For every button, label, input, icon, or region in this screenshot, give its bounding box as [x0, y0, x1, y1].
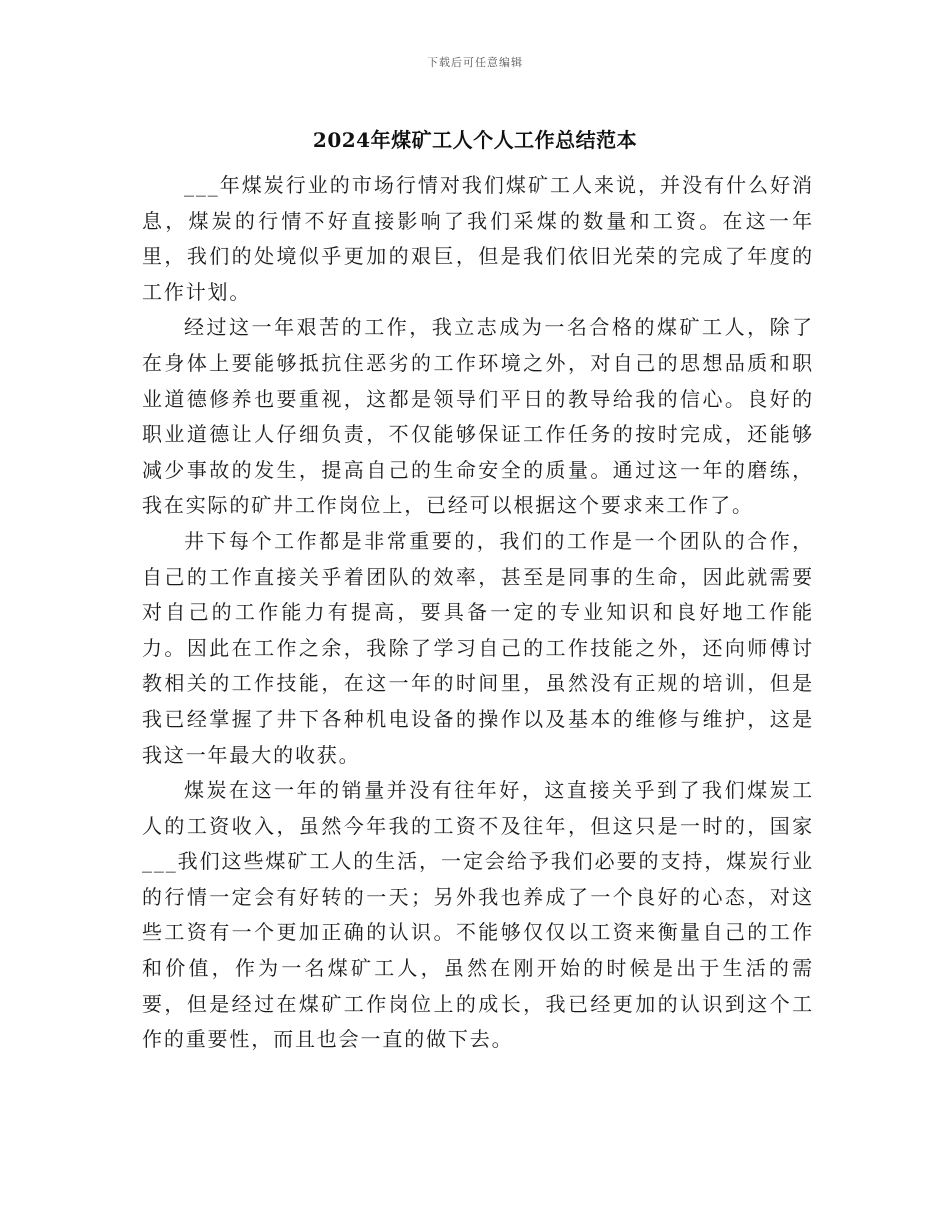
- page-header-note: 下载后可任意编辑: [427, 56, 523, 69]
- body-paragraph-4: 煤炭在这一年的销量并没有往年好，这直接关乎到了我们煤炭工人的工资收入，虽然今年我的工资不及往年，但这只是一时的，国家___我们这些煤矿工人的生活，一定会给予我们必要的支持，煤炭行业的行情一定会有好转的一天；另外我也养成了一个良好的心态，对这些工资有一个更加正确的认识。不能够仅仅以工资来衡量自己的工作和价值，作为一名煤矿工人，虽然在刚开始的时候是出于生活的需要，但是经过在煤矿工作岗位上的成长，我已经更加的认识到这个工作的重要性，而且也会一直的做下去。: [142, 778, 814, 1052]
- body-paragraph-2: 经过这一年艰苦的工作，我立志成为一名合格的煤矿工人，除了在身体上要能够抵抗住恶劣的工作环境之外，对自己的思想品质和职业道德修养也要重视，这都是领导们平日的教导给我的信心。良好的职业道德让人仔细负责，不仅能够保证工作任务的按时完成，还能够减少事故的发生，提高自己的生命安全的质量。通过这一年的磨练，我在实际的矿井工作岗位上，已经可以根据这个要求来工作了。: [142, 315, 814, 518]
- document-body: [142, 168, 814, 1058]
- body-paragraph-1: ___年煤炭行业的市场行情对我们煤矿工人来说，并没有什么好消息，煤炭的行情不好直接影响了我们采煤的数量和工资。在这一年里，我们的处境似乎更加的艰巨，但是我们依旧光荣的完成了年度的工作计划。: [142, 173, 814, 304]
- document-title: 2024年煤矿工人个人工作总结范本: [312, 128, 638, 152]
- body-paragraph-3: 井下每个工作都是非常重要的，我们的工作是一个团队的合作，自己的工作直接关乎着团队的效率，甚至是同事的生命，因此就需要对自己的工作能力有提高，要具备一定的专业知识和良好地工作能力。因此在工作之余，我除了学习自己的工作技能之外，还向师傅讨教相关的工作技能，在这一年的时间里，虽然没有正规的培训，但是我已经掌握了井下各种机电设备的操作以及基本的维修与维护，这是我这一年最大的收获。: [142, 528, 814, 767]
